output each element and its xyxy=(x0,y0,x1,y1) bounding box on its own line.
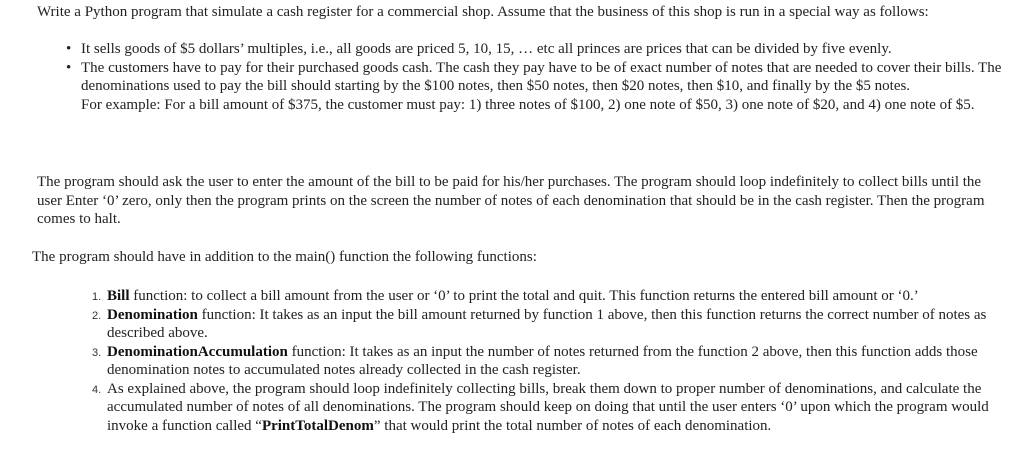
function-description: function: It takes as an input the number of notes returned from the function 2 above, then this function adds those denomination notes to accumulated notes already collected in the cash register. xyxy=(107,343,978,378)
bullet-item xyxy=(66,59,1010,96)
function-item-bill xyxy=(78,287,1024,306)
example-text: For example: For a bill amount of $375, the customer must pay: 1) three notes of $100, 2) one note of $50, 3) one note of $20, and 4) one note of $5. xyxy=(81,96,975,113)
item-text-after: ” that would print the total number of notes of each denomination. xyxy=(373,417,772,434)
program-description-paragraph: The program should ask the user to enter the amount of the bill to be paid for his/her purchases. The program should loop indefinitely to collect bills until the user Enter ‘0’ zero, only then the program prints on the screen the number of notes of each denomination that should be in the cash register. Then the program comes to halt. xyxy=(37,174,985,227)
list-number: 2. xyxy=(92,309,102,322)
bullet-text: The customers have to pay for their purchased goods cash. The cash they pay have to be of exact number of notes that are needed to cover their bills. The denominations used to pay the bill should starting by the $100 notes, then $50 notes, then $20 notes, then $10, and finally by the $5 notes. xyxy=(81,59,1002,94)
function-name: DenominationAccumulation xyxy=(107,343,288,360)
list-number: 3. xyxy=(92,346,102,359)
functions-list xyxy=(78,287,1024,435)
list-number: 4. xyxy=(92,383,102,396)
bullet-icon: • xyxy=(66,59,72,76)
function-description: function: to collect a bill amount from the user or ‘0’ to print the total and quit. This function returns the entered bill amount or ‘0.’ xyxy=(129,288,919,304)
function-name: PrintTotalDenom xyxy=(261,417,374,434)
intro-paragraph: Write a Python program that simulate a cash register for a commercial shop. Assume that the business of this shop is run in a special way as follows: xyxy=(37,4,929,20)
list-number: 1. xyxy=(92,291,102,303)
functions-intro-paragraph: The program should have in addition to the main() function the following functions: xyxy=(32,249,537,265)
function-item-loop xyxy=(78,380,1024,436)
function-name: Denomination xyxy=(107,306,198,323)
bullet-item xyxy=(66,40,1010,59)
function-description: function: It takes as an input the bill amount returned by function 1 above, then this function returns the correct number of notes as described above. xyxy=(107,306,987,341)
bullet-icon: • xyxy=(66,41,72,57)
item-text-before: As explained above, the program should loop indefinitely collecting bills, break them down to proper number of denominations, and calculate the accumulated number of notes of all denominations. The program should keep on doing that until the user enters ‘0’ upon which the program would invoke a function called “ xyxy=(107,380,989,434)
function-item-denomination-accumulation xyxy=(78,343,1024,380)
bullet-text: It sells goods of $5 dollars’ multiples, i.e., all goods are priced 5, 10, 15, … etc all princes are prices that can be divided by five evenly. xyxy=(81,41,892,57)
bullet-list xyxy=(66,40,1010,114)
function-item-denomination xyxy=(78,306,1024,343)
function-name: Bill xyxy=(107,288,130,304)
